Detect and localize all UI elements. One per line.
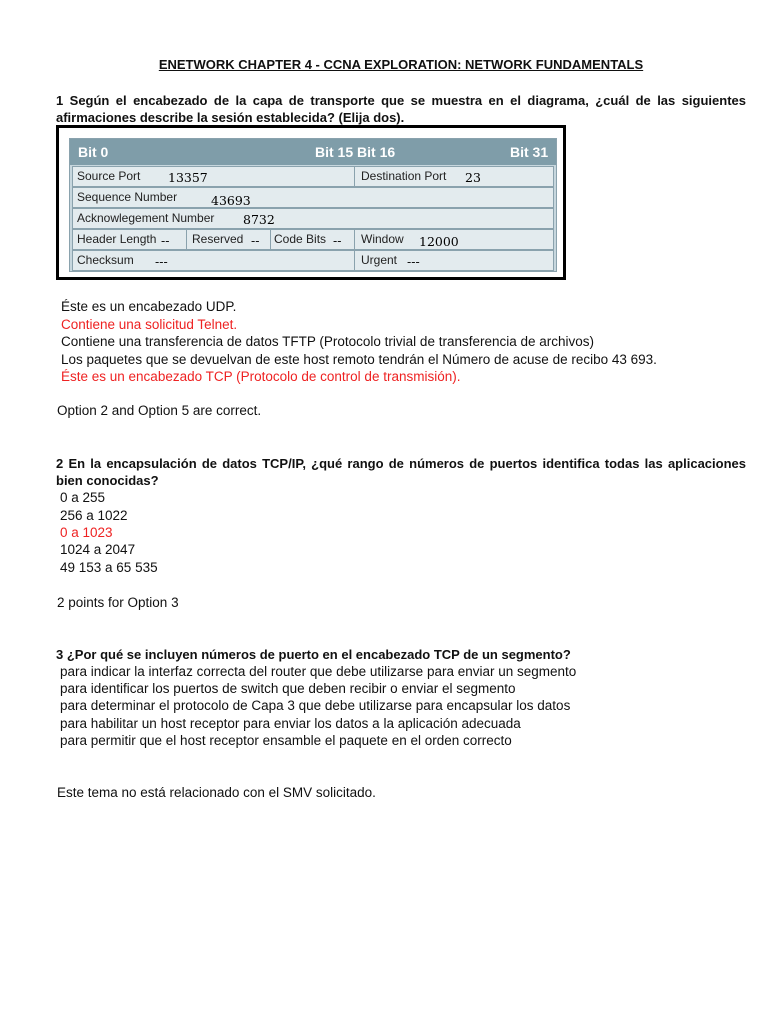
q2-option-3: 0 a 1023 bbox=[60, 525, 113, 540]
q1-option-5: Éste es un encabezado TCP (Protocolo de control de transmisión). bbox=[61, 369, 461, 384]
destination-port-field bbox=[355, 167, 553, 186]
source-port-field bbox=[73, 167, 355, 186]
reserved-value: -- bbox=[251, 233, 260, 248]
checksum-value: --- bbox=[155, 254, 168, 269]
q1-option-1: Éste es un encabezado UDP. bbox=[61, 299, 237, 314]
source-port-label: Source Port bbox=[77, 169, 141, 183]
bit-position-bar bbox=[70, 139, 556, 165]
reserved-label: Reserved bbox=[192, 232, 244, 246]
tcp-header-diagram bbox=[56, 125, 566, 280]
reserved-field bbox=[187, 230, 271, 249]
header-row-checksum bbox=[72, 250, 554, 271]
q3-answer-note: Este tema no está relacionado con el SMV solicitado. bbox=[57, 785, 376, 800]
bit-0-label: Bit 0 bbox=[78, 144, 109, 160]
code-bits-value: -- bbox=[333, 233, 342, 248]
window-field bbox=[355, 230, 553, 249]
q2-option-2: 256 a 1022 bbox=[60, 508, 128, 523]
header-row-flags bbox=[72, 229, 554, 250]
bit-15-16-label: Bit 15 Bit 16 bbox=[315, 144, 396, 160]
header-length-label: Header Length bbox=[77, 232, 157, 246]
q3-option-1: para indicar la interfaz correcta del router que debe utilizarse para enviar un segmento bbox=[60, 664, 577, 679]
acknowledgement-number-value: 8732 bbox=[243, 212, 275, 227]
checksum-label: Checksum bbox=[77, 253, 134, 267]
urgent-field bbox=[355, 251, 553, 270]
q3-option-4: para habilitar un host receptor para enviar los datos a la aplicación adecuada bbox=[60, 716, 521, 731]
code-bits-label: Code Bits bbox=[274, 232, 327, 246]
header-row-acknowledgement bbox=[72, 208, 554, 229]
q1-answer-note: Option 2 and Option 5 are correct. bbox=[57, 403, 262, 418]
sequence-number-value: 43693 bbox=[211, 193, 251, 208]
q2-answer-note: 2 points for Option 3 bbox=[57, 595, 179, 610]
q3-option-2: para identificar los puertos de switch que deben recibir o enviar el segmento bbox=[60, 681, 516, 696]
bit-31-label: Bit 31 bbox=[510, 144, 549, 160]
urgent-value: --- bbox=[407, 254, 420, 269]
source-port-value: 13357 bbox=[168, 170, 208, 185]
urgent-label: Urgent bbox=[361, 253, 398, 267]
checksum-field bbox=[73, 251, 355, 270]
tcp-header-table bbox=[69, 138, 557, 272]
destination-port-value: 23 bbox=[465, 170, 481, 185]
question-3-text: 3 ¿Por qué se incluyen números de puerto en el encabezado TCP de un segmento? bbox=[56, 647, 571, 662]
q2-option-1: 0 a 255 bbox=[60, 490, 106, 505]
header-row-ports bbox=[72, 166, 554, 187]
q1-option-4: Los paquetes que se devuelvan de este host remoto tendrán el Número de acuse de recibo 43 693. bbox=[61, 352, 657, 367]
document-title: ENETWORK CHAPTER 4 - CCNA EXPLORATION: NETWORK FUNDAMENTALS bbox=[158, 57, 644, 72]
q2-option-4: 1024 a 2047 bbox=[60, 542, 136, 557]
header-length-value: -- bbox=[161, 233, 170, 248]
window-label: Window bbox=[361, 232, 404, 246]
q1-option-2: Contiene una solicitud Telnet. bbox=[61, 317, 238, 332]
question-2-text: 2 En la encapsulación de datos TCP/IP, ¿qué rango de números de puertos identifica todas las aplicaciones bien conocidas? bbox=[56, 456, 746, 488]
q2-option-5: 49 153 a 65 535 bbox=[60, 560, 158, 575]
q1-option-3: Contiene una transferencia de datos TFTP (Protocolo trivial de transferencia de archivos) bbox=[61, 334, 595, 349]
acknowledgement-number-label: Acknowlegement Number bbox=[77, 211, 215, 225]
header-length-field bbox=[73, 230, 187, 249]
code-bits-field bbox=[271, 230, 355, 249]
q3-option-3: para determinar el protocolo de Capa 3 que debe utilizarse para encapsular los datos bbox=[60, 698, 571, 713]
question-1-text: 1 Según el encabezado de la capa de transporte que se muestra en el diagrama, ¿cuál de las siguientes afirmaciones describe la sesión establecida? (Elija dos). bbox=[56, 93, 746, 125]
header-row-sequence bbox=[72, 187, 554, 208]
sequence-number-label: Sequence Number bbox=[77, 190, 178, 204]
destination-port-label: Destination Port bbox=[361, 169, 447, 183]
q3-option-5: para permitir que el host receptor ensamble el paquete en el orden correcto bbox=[60, 733, 512, 748]
window-value: 12000 bbox=[419, 234, 459, 249]
